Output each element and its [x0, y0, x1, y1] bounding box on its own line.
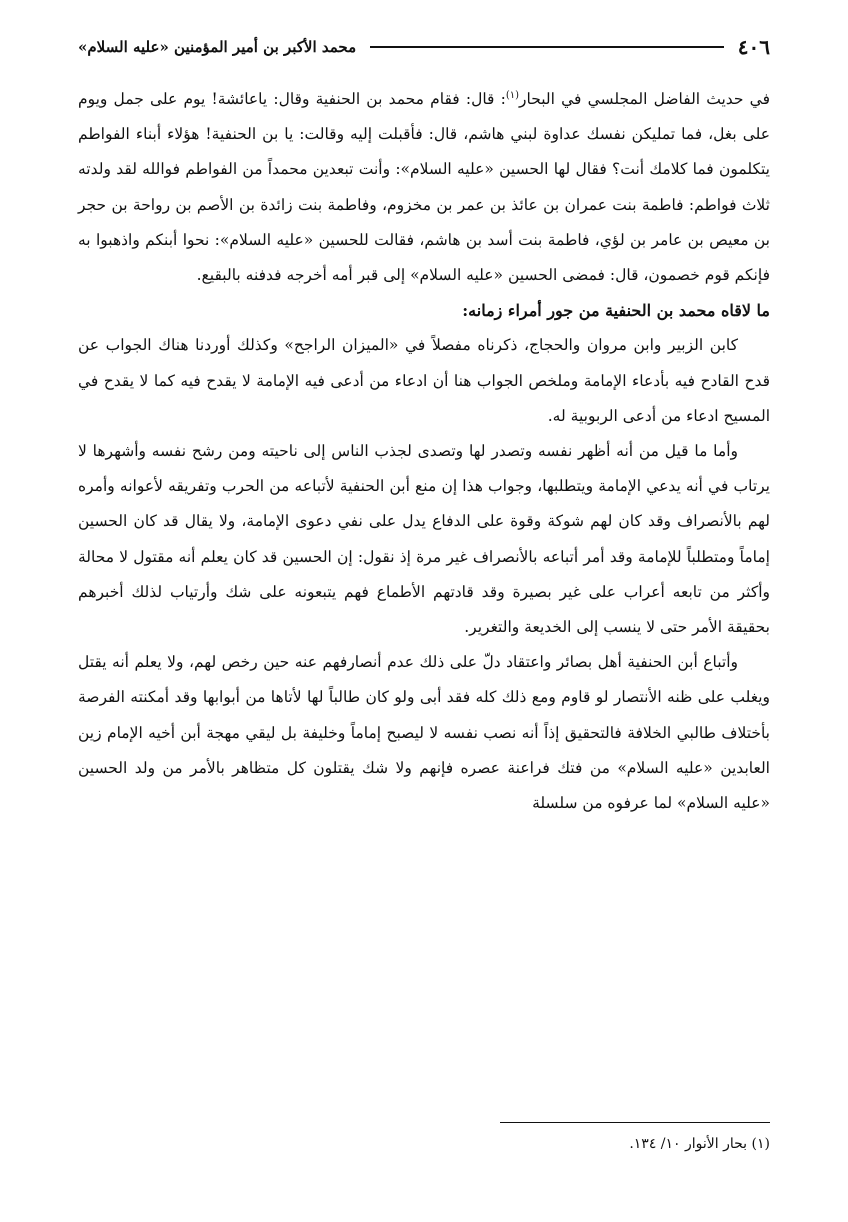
footnote: (١) بحار الأنوار ١٠/ ١٣٤. — [629, 1136, 770, 1152]
paragraph: وأما ما قيل من أنه أظهر نفسه وتصدر لها وتصدى لجذب الناس إلى ناحيته ومن رشح نفسه وأشهرها لا يرتاب في أنه يدعي الإمامة ويتطلبها، وجواب هذا إن منع أبن الحنفية لأتباعه من الحرب وتفريقه لأعوانه وأمره لهم بالأنصراف وقد كان لهم شوكة وقوة على الدفاع يدل على نفي دعوى الإمامة، ولا يقال قد كان الحسين إماماً ومتطلباً للإمامة وقد أمر أتباعه بالأنصراف غير مرة إذ نقول: إن الحسين قد كان يعلم أنه مقتول لا محالة وأكثر من تابعه أعراب على غير بصيرة وقد قادتهم الأطماع فهم يتبعونه على شك وأرتياب لذلك أخبرهم بحقيقة الأمر حتى لا ينسب إلى الخديعة والتغرير. — [78, 442, 770, 637]
footnote-reference: (١) — [505, 89, 520, 101]
main-text — [78, 82, 770, 821]
page-header — [78, 30, 770, 64]
paragraph-text: في حديث الفاضل المجلسي في البحار — [519, 90, 770, 108]
header-rule — [370, 46, 724, 48]
page-number: ٤٠٦ — [737, 35, 770, 59]
paragraph: وأتباع أبن الحنفية أهل بصائر واعتقاد دلّ على ذلك عدم أنصارفهم عنه حين رخص لهم، ولا يعلم أنه يقتل ويغلب على ظنه الأنتصار لو قاوم ومع ذلك كله فقد أبى ولو كان طالباً لها لأتاها من أبوابها وقد أمكنته الفرصة بأختلاف طالبي الخلافة فالتحقيق إذاً أنه نصب نفسه لا ليصبح إماماً وخليفة بل ليقي مهجة أبن أخيه الإمام زين العابدين «عليه السلام» من فتك فراعنة عصره فإنهم ولا شك يقتلون كل متظاهر بالأمر من ولد الحسين «عليه السلام» لما عرفوه من سلسلة — [78, 653, 770, 813]
paragraph-text: : قال: فقام محمد بن الحنفية وقال: ياعائشة! يوم على جمل ويوم على بغل، فما تمليكن نفسك عداوة لبني هاشم، قال: فأقبلت إليه وقالت: يا بن الحنفية! هؤلاء أبناء الفواطم يتكلمون فما كلامك أنت؟ فقال لها الحسين «عليه السلام»: وأنت تبعدين محمداً من الفواطم فوالله لقد ولدته ثلاث فواطم: فاطمة بنت عمران بن عائذ بن عمر بن مخزوم، وفاطمة بنت زائدة بن الأصم بن رواحة بن حجر بن معيص بن عامر بن لؤي، فاطمة بنت أسد بن هاشم، فقالت للحسين «عليه السلام»: نحوا أبنكم واذهبوا به فإنكم قوم خصمون، قال: فمضى الحسين «عليه السلام» إلى قبر أمه أخرجه فدفنه بالبقيع. — [78, 90, 770, 285]
section-heading: ما لاقاه محمد بن الحنفية من جور أمراء زمانه: — [462, 301, 770, 321]
running-title: محمد الأكبر بن أمير المؤمنين «عليه السلام» — [78, 38, 357, 56]
footnote-separator — [500, 1122, 770, 1123]
paragraph: كابن الزبير وابن مروان والحجاج، ذكرناه مفصلاً في «الميزان الراجح» وكذلك أوردنا هناك الجواب عن قدح القادح فيه بأدعاء الإمامة وملخص الجواب هنا أن ادعاء من أدعى فيه الإمامة لا يقدح فيه كما لا يقدح في المسيح ادعاء من أدعى الربوبية له. — [78, 336, 770, 425]
paragraph — [78, 82, 770, 293]
